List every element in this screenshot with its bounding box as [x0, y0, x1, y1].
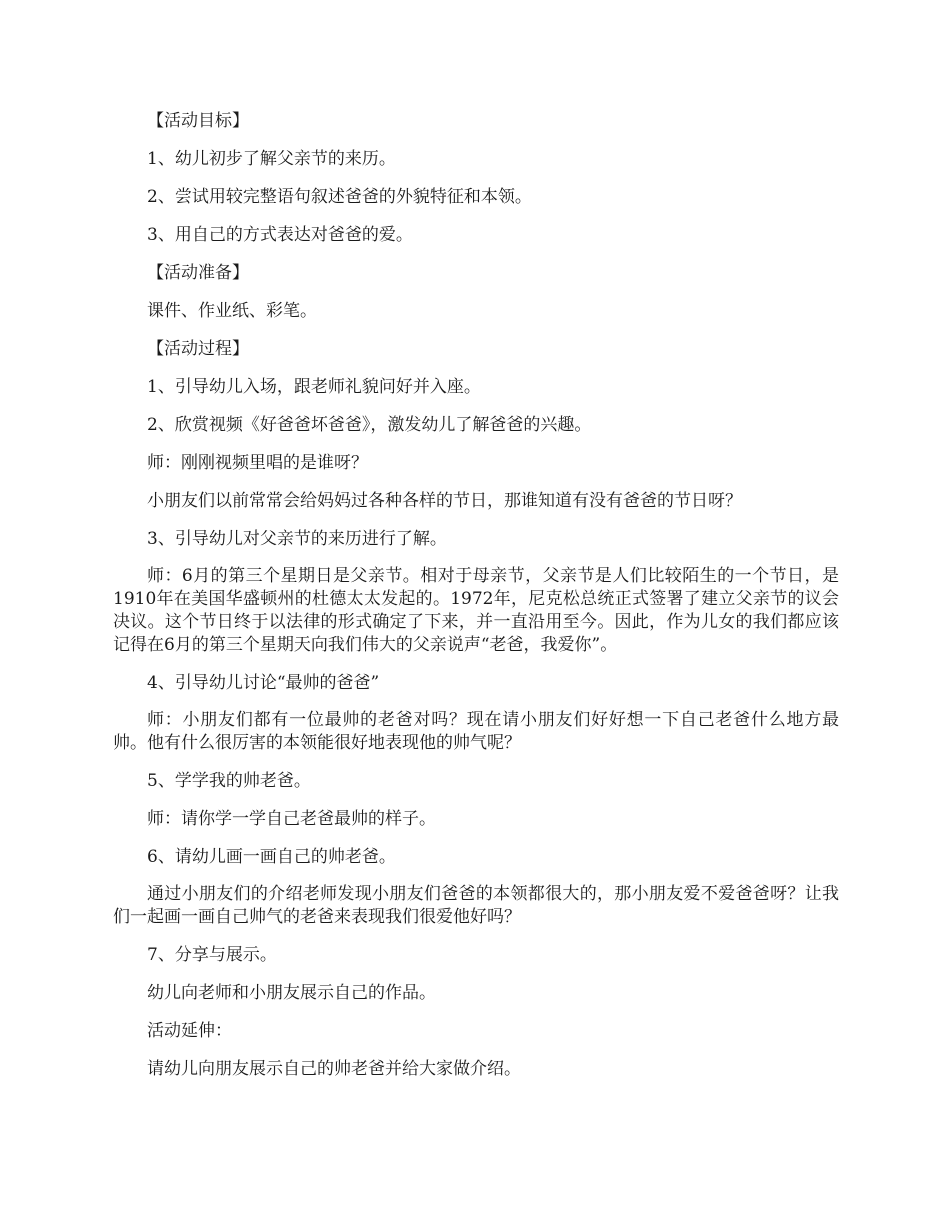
- section-heading-goals: 【活动目标】: [147, 111, 249, 131]
- teacher-question: 师：刚刚视频里唱的是谁呀？: [147, 453, 368, 473]
- teacher-prompt: 小朋友们以前常常会给妈妈过各种各样的节日，那谁知道有没有爸爸的节日呀？: [147, 491, 742, 511]
- fathers-day-history-paragraph: 师：6月的第三个星期日是父亲节。相对于母亲节，父亲节是人们比较陌生的一个节日，是1910年在美国华盛顿州的杜德太太发起的。1972年，尼克松总统正式签署了建立父亲节的议会决议。这个节日终于以法律的形式确定了下来，并一直沿用至今。因此，作为儿女的我们都应该记得在6月的第三个星期天向我们伟大的父亲说声“老爸，我爱你”。: [113, 566, 839, 655]
- process-step-2: 2、欣赏视频《好爸爸坏爸爸》，激发幼儿了解爸爸的兴趣。: [147, 415, 592, 435]
- extension-paragraph: 请幼儿向朋友展示自己的帅老爸并给大家做介绍。: [147, 1059, 521, 1079]
- teacher-imitate-paragraph: 师：请你学一学自己老爸最帅的样子。: [147, 809, 436, 829]
- preparation-text: 课件、作业纸、彩笔。: [147, 301, 317, 321]
- document-body: [113, 109, 839, 1095]
- process-step-7: 7、分享与展示。: [147, 945, 277, 965]
- process-step-1: 1、引导幼儿入场，跟老师礼貌问好并入座。: [147, 377, 481, 397]
- teacher-discussion-paragraph: 师：小朋友们都有一位最帅的老爸对吗？现在请小朋友们好好想一下自己老爸什么地方最帅。他有什么很厉害的本领能很好地表现他的帅气呢？: [113, 710, 839, 753]
- process-step-3: 3、引导幼儿对父亲节的来历进行了解。: [147, 529, 447, 549]
- process-step-6: 6、请幼儿画一画自己的帅老爸。: [147, 847, 396, 867]
- showcase-paragraph: 幼儿向老师和小朋友展示自己的作品。: [147, 983, 436, 1003]
- drawing-intro-paragraph: 通过小朋友们的介绍老师发现小朋友们爸爸的本领都很大的，那小朋友爱不爱爸爸呀？让我们一起画一画自己帅气的老爸来表现我们很爱他好吗？: [113, 884, 839, 927]
- section-heading-process: 【活动过程】: [147, 339, 249, 359]
- process-step-5: 5、学学我的帅老爸。: [147, 771, 311, 791]
- extension-heading: 活动延伸：: [147, 1021, 232, 1041]
- goal-item-3: 3、用自己的方式表达对爸爸的爱。: [147, 225, 413, 245]
- goal-item-2: 2、尝试用较完整语句叙述爸爸的外貌特征和本领。: [147, 187, 532, 207]
- process-step-4: 4、引导幼儿讨论“最帅的爸爸”: [147, 673, 380, 693]
- goal-item-1: 1、幼儿初步了解父亲节的来历。: [147, 149, 396, 169]
- section-heading-preparation: 【活动准备】: [147, 263, 249, 283]
